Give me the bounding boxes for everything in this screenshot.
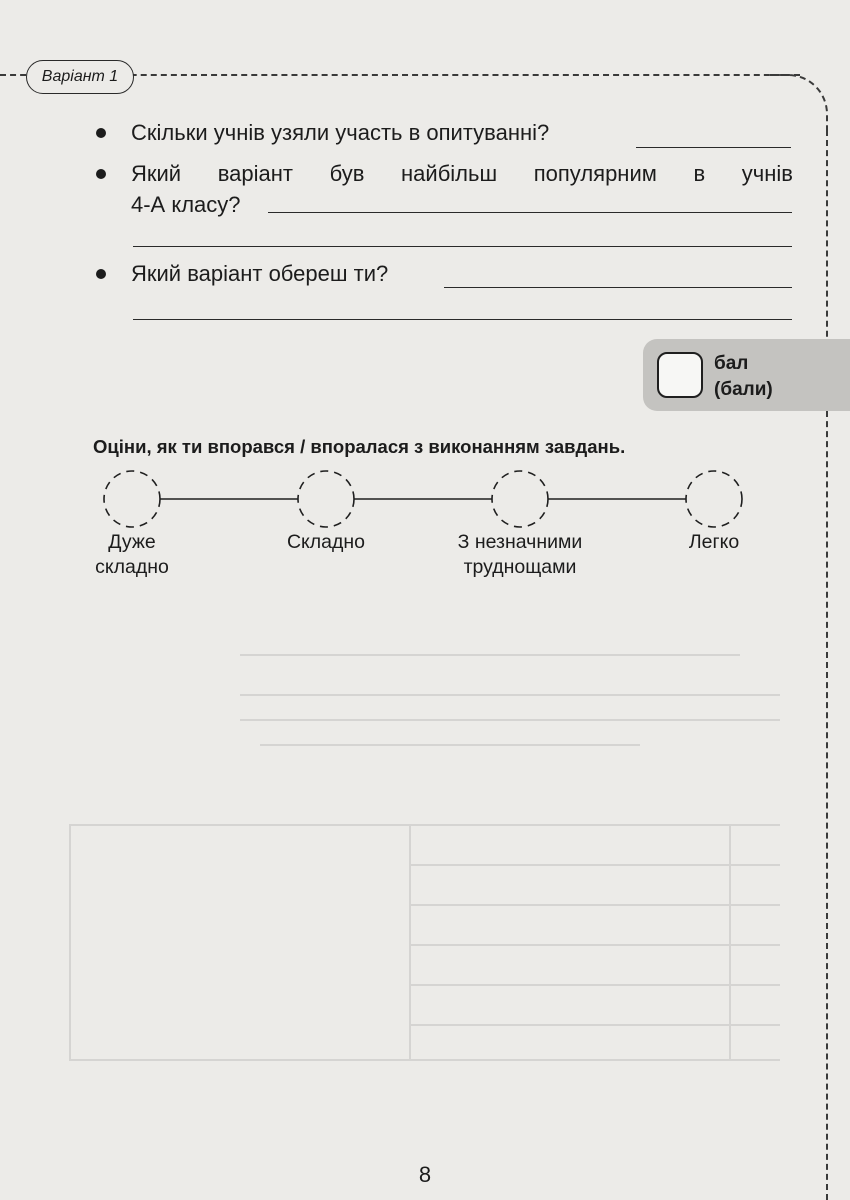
option-minor-difficulties-line-1: З незначними (457, 531, 583, 553)
option-hard-line-1: Складно (286, 531, 366, 553)
answer-line-2b[interactable] (133, 246, 792, 247)
answer-line-3b[interactable] (133, 319, 792, 320)
score-label-line-1: бал (714, 353, 749, 374)
question-3-text: Який варіант обереш ти? (131, 261, 389, 286)
bullet-icon (96, 269, 106, 279)
option-hard[interactable] (266, 530, 386, 555)
show-through-texture (40, 560, 830, 1120)
score-input-box[interactable] (657, 352, 703, 398)
option-very-hard-line-2: складно (95, 556, 169, 578)
question-1-text: Скільки учнів узяли участь в опитуванні? (131, 120, 550, 145)
answer-line-3a[interactable] (444, 287, 792, 288)
dashed-frame-corner (770, 74, 828, 132)
bullet-icon (96, 169, 106, 179)
self-assessment-heading: Оціни, як ти впорався / впоралася з виконанням завдань. (93, 436, 626, 457)
option-very-hard[interactable] (82, 530, 182, 580)
scale-graphic (0, 460, 850, 540)
option-minor-difficulties-line-2: труднощами (463, 556, 577, 578)
option-very-hard-line-1: Дуже (108, 531, 156, 553)
dashed-frame-right (826, 130, 828, 1200)
page-number: 8 (418, 1162, 432, 1187)
variant-label: Варіант 1 (26, 60, 134, 94)
option-easy[interactable] (664, 530, 764, 555)
rating-circle-hard (298, 471, 354, 527)
question-2-line-1: Який варіант був найбільш популярним в учнів (131, 161, 793, 186)
score-label-line-2: (бали) (714, 379, 773, 400)
score-label (714, 351, 773, 403)
bullet-icon (96, 128, 106, 138)
rating-circle-easy (686, 471, 742, 527)
rating-circle-minor-difficulties (492, 471, 548, 527)
question-2-line-2: 4-А класу? (131, 192, 241, 217)
answer-line-1[interactable] (636, 147, 791, 148)
option-minor-difficulties[interactable] (440, 530, 600, 580)
answer-line-2a[interactable] (268, 212, 792, 213)
rating-circle-very-hard (104, 471, 160, 527)
option-easy-line-1: Легко (688, 531, 740, 553)
